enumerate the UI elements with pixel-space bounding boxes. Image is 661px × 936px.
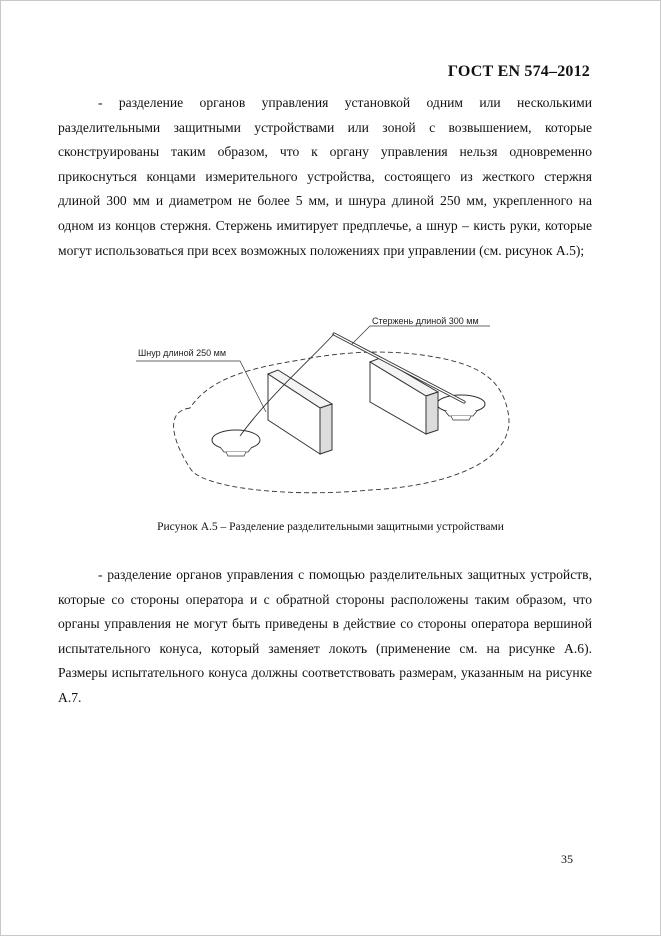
- left-partition-block: [268, 370, 332, 454]
- figure-caption: Рисунок А.5 – Разделение разделительными защитными устройствами: [157, 521, 504, 533]
- page-number: 35: [561, 852, 573, 866]
- figure-drawing: [120, 300, 540, 510]
- cord-leader-line: [136, 361, 266, 412]
- raised-zone-outline: [174, 352, 509, 493]
- cord-label: Шнур длиной 250 мм: [138, 348, 227, 358]
- paragraph-1: - разделение органов управления установкой одним или несколькими разделительными защитными устройствами или зоной с возвышением, которые сконструированы таким образом, что к органу управления нельзя одновременно прикоснуться концами измерительного устройства, состоящего из жесткого стержня длиной 300 мм и диаметром не более 5 мм, и шнура длиной 250 мм, укрепленного на одном из концов стержня. Стержень имитирует предплечье, а шнур – кисть руки, которые могут использоваться при всех возможных положениях при управлении (см. рисунок А.5);: [58, 95, 592, 258]
- rod-label: Стержень длиной 300 мм: [372, 316, 479, 326]
- rod-leader-line: [352, 326, 490, 344]
- figure-a5: [120, 300, 540, 510]
- document-header: ГОСТ EN 574–2012: [447, 63, 590, 80]
- paragraph-2: - разделение органов управления с помощью разделительных защитных устройств, которые со стороны оператора и с обратной стороны расположены таким образом, что органы управления не могут быть приведены в действие со стороны оператора вершиной испытательного конуса, который заменяет локоть (применение см. на рисунке А.6). Размеры испытательного конуса должны соответствовать размерам, указанным на рисунке А.7.: [58, 567, 592, 705]
- left-control-button: [212, 430, 260, 456]
